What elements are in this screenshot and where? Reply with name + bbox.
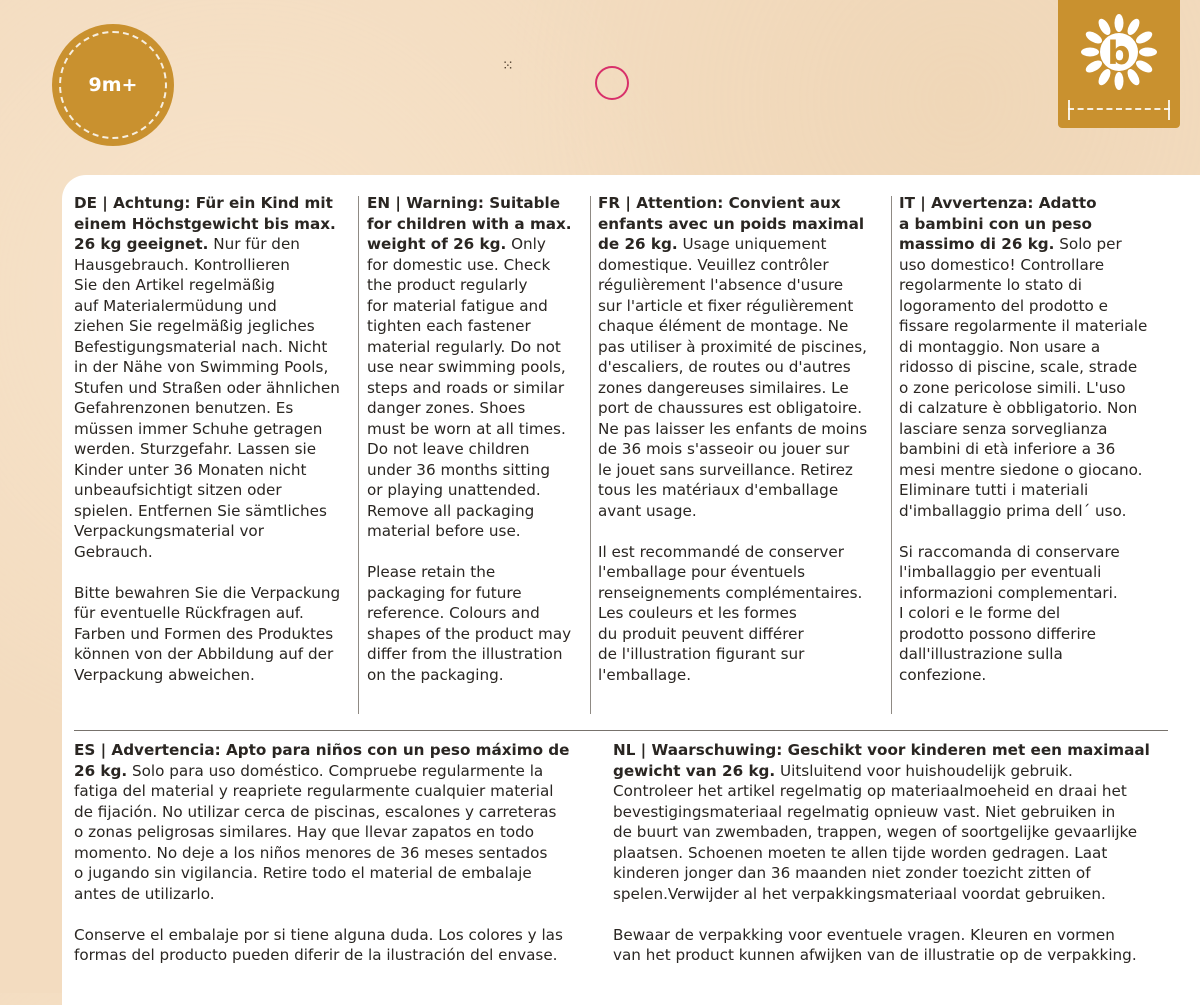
note-line: Please retain the	[367, 563, 496, 581]
print-speck: ⁙	[502, 58, 514, 74]
text-line: de buurt van zwembaden, trappen, wegen of soortgelijke gevaarlijke	[613, 823, 1138, 841]
age-label: 9m+	[88, 74, 138, 96]
note-line: l'emballage pour éventuels	[598, 563, 806, 581]
section-divider	[74, 730, 1168, 731]
text-line: Controleer het artikel regelmatig op materiaalmoeheid en draai het	[613, 782, 1127, 800]
text-line: use near swimming pools,	[367, 358, 566, 376]
text-line: le jouet sans surveillance. Retirez	[598, 460, 853, 479]
note-line: I colori e le forme del	[899, 604, 1061, 622]
text-line: danger zones. Shoes	[367, 399, 526, 417]
text-line: port de chaussures est obligatoire.	[598, 399, 863, 417]
note-line: van het product kunnen afwijken van de illustratie op de verpakking.	[613, 946, 1137, 964]
text-line: bevestigingsmateriaal regelmatig opnieuw vast. Niet gebruiken in	[613, 802, 1116, 821]
text-line: Nur für den	[208, 235, 300, 253]
text-line: antes de utilizarlo.	[74, 884, 215, 903]
note-line: Si raccomanda di conservare	[899, 542, 1120, 561]
text-line: for domestic use. Check	[367, 255, 551, 274]
text-line: material regularly. Do not	[367, 337, 561, 356]
note-line: shapes of the product may	[367, 624, 572, 643]
note-line: Conserve el embalaje por si tiene alguna duda. Los colores y las	[74, 925, 563, 944]
tag-corner-line	[1068, 100, 1070, 120]
text-line: for material fatigue and	[367, 296, 548, 315]
text-line: mesi mentre siedone o giocano.	[899, 460, 1143, 479]
text-line: Befestigungsmaterial nach. Nicht	[74, 337, 328, 356]
text-line: Ne pas laisser les enfants de moins	[598, 419, 868, 438]
text-line: de fijación. No utilizar cerca de piscinas, escalones y carreteras	[74, 802, 557, 821]
text-line: d'imballaggio prima dell´ uso.	[899, 501, 1127, 520]
text-line: Kinder unter 36 Monaten nicht	[74, 460, 307, 479]
note-line: l'emballage.	[598, 665, 692, 684]
text-line: ridosso di piscine, scale, strade	[899, 358, 1138, 376]
text-line: plaatsen. Schoenen moeten te allen tijde worden gedragen. Laat	[613, 843, 1108, 862]
text-line: tous les matériaux d'emballage	[598, 481, 839, 499]
text-line: o zone pericolose simili. L'uso	[899, 378, 1126, 397]
text-line: Stufen und Straßen oder ähnlichen	[74, 378, 340, 397]
age-badge	[52, 24, 174, 146]
warning-heading: EN | Warning: Suitable	[367, 194, 561, 212]
text-line: avant usage.	[598, 501, 697, 520]
text-line: régulièrement l'absence d'usure	[598, 276, 844, 294]
text-line: Usage uniquement	[677, 235, 827, 253]
text-line: Sie den Artikel regelmäßig	[74, 276, 275, 294]
note-line: dall'illustrazione sulla	[899, 645, 1063, 663]
text-line: pas utiliser à proximité de piscines,	[598, 337, 867, 356]
text-line: logoramento del prodotto e	[899, 296, 1109, 315]
warning-heading: FR | Attention: Convient aux	[598, 194, 841, 212]
text-line: zones dangereuses similaires. Le	[598, 378, 849, 397]
tag-corner-line	[1168, 100, 1170, 120]
text-line: o jugando sin vigilancia. Retire todo el material de embalaje	[74, 864, 532, 882]
text-line: Remove all packaging	[367, 501, 535, 520]
text-line: Solo per	[1054, 235, 1122, 253]
warning-block-nl	[613, 740, 1150, 966]
text-line: de 36 mois s'asseoir ou jouer sur	[598, 440, 850, 458]
text-line: regolarmente lo stato di	[899, 276, 1083, 294]
weight-limit: gewicht van 26 kg.	[613, 761, 776, 780]
text-line: Hausgebrauch. Kontrollieren	[74, 255, 290, 274]
note-line: informazioni complementari.	[899, 583, 1118, 602]
text-line: kinderen jonger dan 36 maanden niet zonder toezicht zitten of	[613, 864, 1091, 882]
note-line: l'imballaggio per eventuali	[899, 563, 1102, 581]
note-line: Bitte bewahren Sie die Verpackung	[74, 583, 341, 602]
note-line: Bewaar de verpakking voor eventuele vragen. Kleuren en vormen	[613, 925, 1115, 944]
note-line: packaging for future	[367, 583, 522, 602]
text-line: d'escaliers, de routes ou d'autres	[598, 358, 851, 376]
warning-heading: for children with a max.	[367, 214, 572, 233]
warning-heading: enfants avec un poids maximal	[598, 214, 865, 233]
note-line: Il est recommandé de conserver	[598, 542, 844, 561]
brand-letter: b	[1107, 34, 1131, 72]
note-line: du produit peuvent différer	[598, 624, 804, 643]
note-line: können von der Abbildung auf der	[74, 645, 334, 663]
text-line: Eliminare tutti i materiali	[899, 481, 1089, 499]
text-line: ziehen Sie regelmäßig jegliches	[74, 317, 315, 335]
text-line: Do not leave children	[367, 440, 530, 458]
tag-stitch-line	[1068, 108, 1170, 110]
warning-column-fr	[598, 193, 867, 685]
text-line: bambini di età inferiore a 36	[899, 440, 1116, 458]
column-divider	[590, 196, 591, 714]
text-line: Only	[506, 235, 546, 253]
note-line: reference. Colours and	[367, 604, 540, 622]
text-line: or playing unattended.	[367, 481, 541, 499]
text-line: auf Materialermüdung und	[74, 296, 277, 315]
warning-block-es	[74, 740, 569, 966]
text-line: tighten each fastener	[367, 317, 531, 335]
text-line: sur l'article et fixer régulièrement	[598, 296, 854, 315]
note-line: Les couleurs et les formes	[598, 604, 797, 622]
text-line: uso domestico! Controllare	[899, 255, 1105, 274]
note-line: formas del producto pueden diferir de la ilustración del envase.	[74, 946, 558, 964]
text-line: must be worn at all times.	[367, 419, 566, 438]
warning-heading: NL | Waarschuwing: Geschikt voor kinderen met een maximaal	[613, 741, 1150, 759]
weight-limit: de 26 kg.	[598, 235, 678, 253]
text-line: the product regularly	[367, 276, 528, 294]
text-line: steps and roads or similar	[367, 378, 565, 397]
warning-column-de	[74, 193, 340, 685]
note-line: de l'illustration figurant sur	[598, 645, 805, 663]
text-line: momento. No deje a los niños menores de 36 meses sentados	[74, 843, 548, 862]
text-line: spielen. Entfernen Sie sämtliches	[74, 501, 327, 520]
note-line: on the packaging.	[367, 665, 504, 684]
text-line: werden. Sturzgefahr. Lassen sie	[74, 440, 317, 458]
text-line: müssen immer Schuhe getragen	[74, 419, 323, 438]
text-line: chaque élément de montage. Ne	[598, 317, 849, 335]
note-line: Verpackung abweichen.	[74, 665, 255, 684]
weight-limit: 26 kg.	[74, 761, 128, 780]
text-line: o zonas peligrosas similares. Hay que llevar zapatos en todo	[74, 823, 535, 841]
warning-column-it	[899, 193, 1147, 685]
text-line: domestique. Veuillez contrôler	[598, 255, 829, 274]
column-divider	[891, 196, 892, 714]
brand-logo-icon	[1079, 12, 1159, 92]
text-line: Uitsluitend voor huishoudelijk gebruik.	[775, 761, 1073, 780]
warning-heading: DE | Achtung: Für ein Kind mit	[74, 194, 333, 212]
note-line: confezione.	[899, 665, 987, 684]
brand-tag	[1058, 0, 1180, 128]
text-line: Solo para uso doméstico. Compruebe regularmente la	[127, 761, 544, 780]
text-line: fissare regolarmente il materiale	[899, 317, 1148, 335]
text-line: material before use.	[367, 522, 521, 540]
weight-limit: massimo di 26 kg.	[899, 235, 1055, 253]
note-line: Farben und Formen des Produktes	[74, 624, 334, 643]
warning-heading: ES | Advertencia: Apto para niños con un peso máximo de	[74, 741, 570, 759]
note-line: differ from the illustration	[367, 645, 563, 663]
note-line: prodotto possono differire	[899, 624, 1096, 643]
text-line: in der Nähe von Swimming Pools,	[74, 358, 329, 376]
text-line: unbeaufsichtigt sitzen oder	[74, 481, 282, 499]
warning-heading: einem Höchstgewicht bis max.	[74, 214, 336, 233]
text-line: Verpackungsmaterial vor	[74, 522, 264, 540]
warning-heading: IT | Avvertenza: Adatto	[899, 194, 1097, 212]
warning-column-en	[367, 193, 572, 685]
text-line: di calzature è obbligatorio. Non	[899, 399, 1138, 417]
text-line: Gebrauch.	[74, 542, 153, 561]
weight-limit: weight of 26 kg.	[367, 235, 507, 253]
warning-heading: a bambini con un peso	[899, 214, 1092, 233]
pink-ring-mark	[595, 66, 629, 100]
text-line: di montaggio. Non usare a	[899, 337, 1101, 356]
text-line: spelen.Verwijder al het verpakkingsmateriaal voordat gebruiken.	[613, 884, 1106, 903]
text-line: fatiga del material y reapriete regularmente cualquier material	[74, 782, 554, 800]
weight-limit: 26 kg geeignet.	[74, 235, 209, 253]
text-line: lasciare senza sorveglianza	[899, 419, 1108, 438]
text-line: Gefahrenzonen benutzen. Es	[74, 399, 294, 417]
column-divider	[358, 196, 359, 714]
note-line: renseignements complémentaires.	[598, 583, 863, 602]
text-line: under 36 months sitting	[367, 460, 551, 479]
note-line: für eventuelle Rückfragen auf.	[74, 604, 304, 622]
